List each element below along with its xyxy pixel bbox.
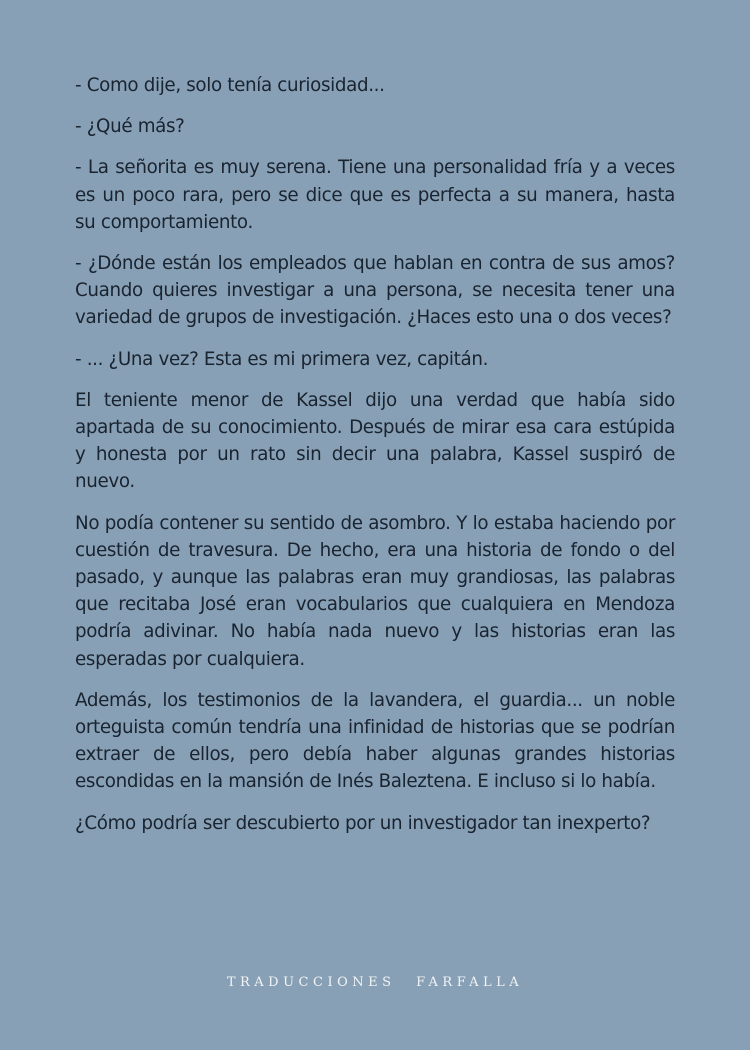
page-body — [75, 72, 675, 851]
paragraph-2: - ¿Qué más? — [75, 116, 185, 138]
paragraph-4: - ¿Dónde están los empleados que hablan en contra de sus amos? Cuando quieres investigar a una persona, se necesita tener una variedad de grupos de investigación. ¿Haces esto una o dos veces? — [75, 253, 675, 329]
paragraph-9: ¿Cómo podría ser descubierto por un investigador tan inexperto? — [75, 812, 651, 834]
paragraph-3: - La señorita es muy serena. Tiene una personalidad fría y a veces es un poco rara, pero se dice que es perfecta a su manera, hasta su comportamiento. — [75, 157, 675, 233]
paragraph-1: - Como dije, solo tenía curiosidad... — [75, 75, 385, 96]
paragraph-7: No podía contener su sentido de asombro. Y lo estaba haciendo por cuestión de travesura. De hecho, era una historia de fondo o del pasado, y aunque las palabras eran muy grandiosas, las palabras que recitaba José eran vocabularios que cualquiera en Mendoza podría adivinar. No había nada nuevo y las historias eran las esperadas por cualquiera. — [75, 512, 675, 670]
paragraph-5: - ... ¿Una vez? Esta es mi primera vez, capitán. — [75, 348, 489, 370]
footer-word-1: TRADUCCIONES — [226, 975, 396, 990]
footer-watermark — [0, 975, 750, 990]
paragraph-8: Además, los testimonios de la lavandera, el guardia... un noble orteguista común tendría una infinidad de historias que se podrían extraer de ellos, pero debía haber algunas grandes historias escondidas en la mansión de Inés Baleztena. E incluso si lo había. — [75, 689, 675, 793]
footer-word-2: FARFALLA — [416, 975, 524, 990]
paragraph-6: El teniente menor de Kassel dijo una verdad que había sido apartada de su conocimiento. Después de mirar esa cara estúpida y honesta por un rato sin decir una palabra, Kassel suspiró de nuevo. — [75, 389, 675, 493]
